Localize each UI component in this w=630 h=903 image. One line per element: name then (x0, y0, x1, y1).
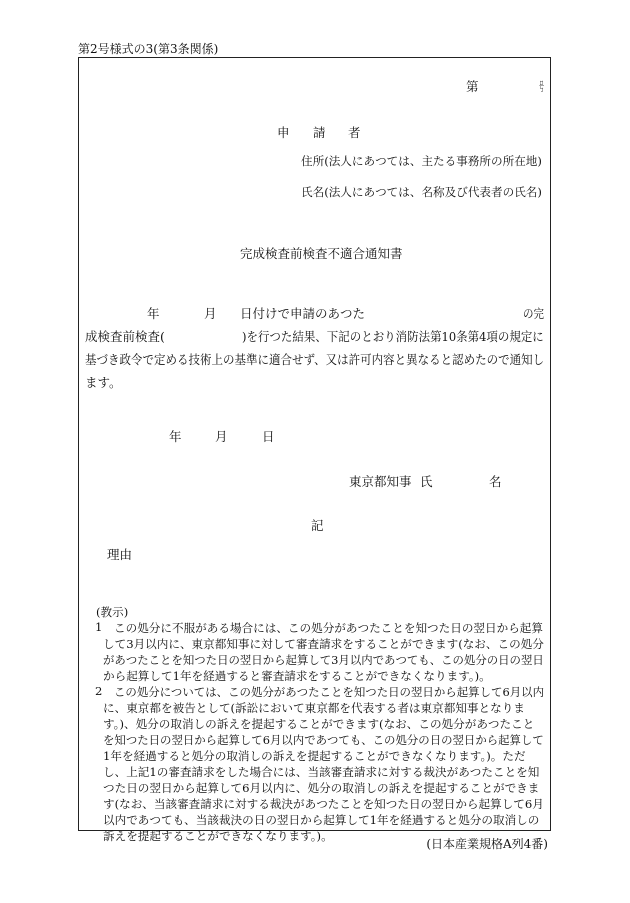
body-line-3: ます。 (85, 375, 122, 390)
number-label-left: 第 (466, 79, 479, 94)
issue-year: 年 (169, 429, 182, 444)
number-label-right: 号 (539, 79, 544, 94)
issue-month: 月 (215, 429, 228, 444)
applicant-char-3: 者 (348, 125, 361, 140)
notice-header: (教示) (96, 605, 129, 619)
notice-item-2-line: し、上記1の審査請求をした場合には、当該審査請求に対する裁決があつたことを知 (103, 765, 540, 779)
notice-item-2-line: この処分については、この処分があつたことを知つた日の翌日から起算して6月以内 (114, 685, 545, 699)
notice-item-1-line: この処分に不服がある場合には、この処分があつたことを知つた日の翌日から起算 (114, 621, 543, 635)
address-label: 住所(法人にあつては、主たる事務所の所在地) (301, 154, 542, 168)
notice-item-2-line: 以内であつても、当該裁決の日の翌日から起算して1年を経過すると処分の取消しの (103, 813, 540, 827)
body-line-1-start: 成検査前検査( (85, 329, 165, 344)
body-line-1-end: )を行つた結果、下記のとおり消防法第10条第4項の規定に (242, 329, 544, 344)
notice-item-2-line: 1年を経過すると処分の取消しの訴えを提起することができなくなります。)。ただ (103, 749, 526, 763)
notice-item-2-line: に、東京都を被告として(訴訟において東京都を代表する者は東京都知事となりま (103, 701, 525, 715)
body-line-end: の完 (523, 306, 545, 321)
body-year: 年 (147, 306, 160, 321)
issuer-name-left: 氏 (420, 474, 433, 489)
notice-item-2-line: す(なお、当該審査請求に対する裁決があつたことを知つた日の翌日から起算して6月 (103, 797, 544, 811)
standard-note: (日本産業規格A列4番) (426, 837, 548, 851)
applicant-char-1: 申 (277, 125, 290, 140)
notice-item-1-line: から起算して1年を経過すると審査請求をすることができなくなります。)。 (103, 669, 491, 683)
notice-item-2-line: 訴えを提起することができなくなります。)。 (103, 829, 333, 843)
issuer-title: 東京都知事 (349, 474, 412, 489)
form-id: 第2号様式の3(第3条関係) (78, 42, 219, 56)
issue-day: 日 (262, 429, 275, 444)
name-label: 氏名(法人にあつては、名称及び代表者の氏名) (301, 185, 542, 199)
document-title: 完成検査前検査不適合通知書 (240, 246, 403, 261)
notice-item-1-number: 1 (95, 620, 103, 634)
notice-item-2-line: す。)、処分の取消しの訴えを提起することができます(なお、この処分があつたこと (103, 717, 535, 731)
body-day-suffix: 日付けで申請のあつた (240, 306, 366, 321)
applicant-char-2: 請 (313, 125, 326, 140)
notice-item-2-line: を知つた日の翌日から起算して6月以内であつても、この処分の日の翌日から起算して (103, 733, 544, 747)
reason-label: 理由 (107, 547, 133, 562)
body-month: 月 (204, 306, 217, 321)
document-frame (78, 57, 551, 843)
notice-item-2-number: 2 (95, 684, 103, 698)
notice-item-2-line: つた日の翌日から起算して6月以内に、処分の取消しの訴えを提起することができま (103, 781, 540, 795)
body-line-2: 基づき政令で定める技術上の基準に適合せず、又は許可内容と異なると認めたので通知し (85, 352, 545, 367)
ki-label: 記 (311, 518, 324, 533)
notice-item-1-line: があつたことを知つた日の翌日から起算して3月以内であつても、この処分の日の翌日 (103, 653, 544, 667)
notice-item-1-line: して3月以内に、東京都知事に対して審査請求をすることができます(なお、この処分 (103, 637, 544, 651)
issuer-name-right: 名 (489, 474, 502, 489)
